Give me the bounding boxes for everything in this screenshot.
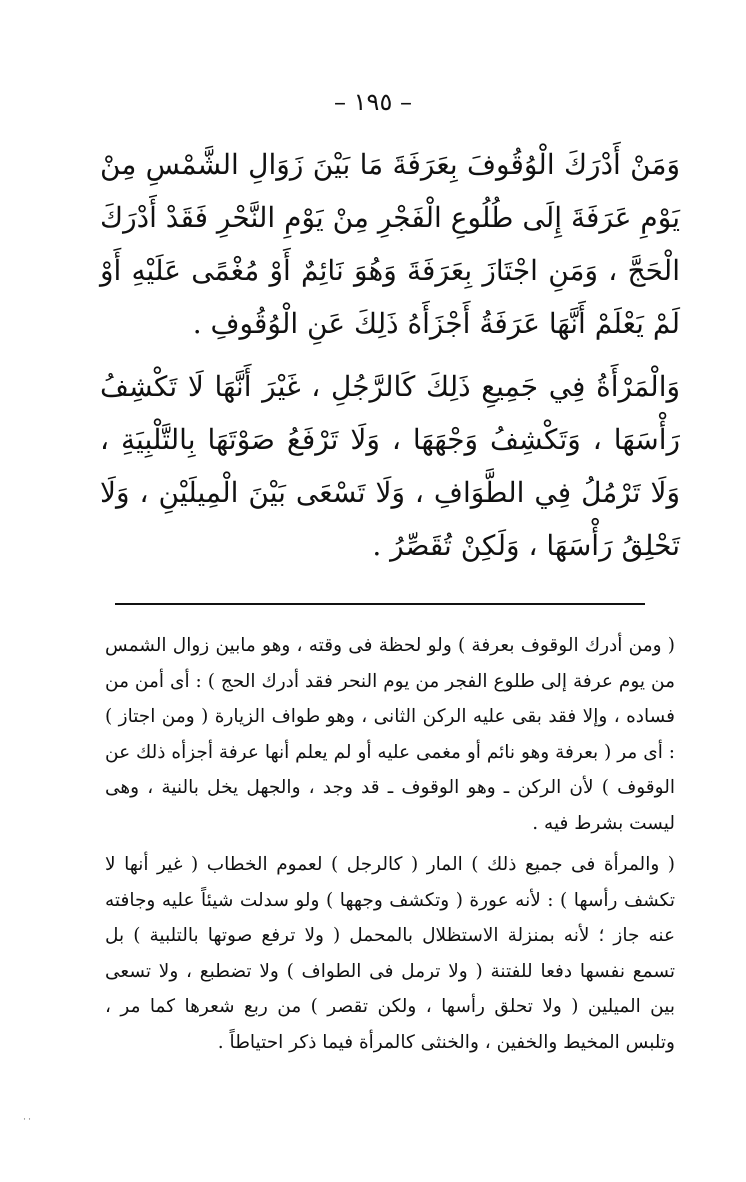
page-number: – ١٩٥ – [334,88,412,116]
main-paragraph: وَالْمَرْأَةُ فِي جَمِيعِ ذَلِكَ كَالرَّجُلِ ، غَيْرَ أَنَّهَا لَا تَكْشِفُ رَأْسَهَا ، وَتَكْشِفُ وَجْهَهَا ، وَلَا تَرْفَعُ صَوْتَهَا بِالتَّلْبِيَةِ ، وَلَا تَرْمُلُ فِي الطَّوَافِ ، وَلَا تَسْعَى بَيْنَ الْمِيلَيْنِ ، وَلَا تَحْلِقُ رَأْسَهَا ، وَلَكِنْ تُقَصِّرُ . [100,370,680,562]
main-paragraph: وَمَنْ أَدْرَكَ الْوُقُوفَ بِعَرَفَةَ مَا بَيْنَ زَوَالِ الشَّمْسِ مِنْ يَوْمِ عَرَفَةَ إِلَى طُلُوعِ الْفَجْرِ مِنْ يَوْمِ النَّحْرِ فَقَدْ أَدْرَكَ الْحَجَّ ، وَمَنِ اجْتَازَ بِعَرَفَةَ وَهُوَ نَائِمٌ أَوْ مُغْمًى عَلَيْهِ أَوْ لَمْ يَعْلَمْ أَنَّهَا عَرَفَةُ أَجْزَأَهُ ذَلِكَ عَنِ الْوُقُوفِ . [100,148,680,340]
margin-mark: ˙˙ [22,1118,32,1129]
main-text [100,138,680,582]
commentary-paragraph: ( والمرأة فى جميع ذلك ) المار ( كالرجل ) لعموم الخطاب ( غير أنها لا تكشف رأسها ) : لأنه عورة ( وتكشف وجهها ) ولو سدلت شيئاً عليه وجافته عنه جاز ؛ لأنه بمنزلة الاستظلال بالمحمل ( ولا ترفع صوتها بالتلبية ) بل تسمع نفسها دفعا للفتنة ( ولا ترمل فى الطواف ) ولا تضطبع ، ولا تسعى بين الميلين ( ولا تحلق رأسها ، ولكن تقصر ) من ربع شعرها كما مر ، وتلبس المخيط والخفين ، والخنثى كالمرأة فيما ذكر احتياطاً . [105,854,675,1053]
commentary-text [105,628,675,1066]
footnote-divider [115,603,645,605]
commentary-paragraph: ( ومن أدرك الوقوف بعرفة ) ولو لحظة فى وقته ، وهو مابين زوال الشمس من يوم عرفة إلى طلوع الفجر من يوم النحر فقد أدرك الحج ) : أى أمن من فساده ، وإلا فقد بقى عليه الركن الثانى ، وهو طواف الزيارة ( ومن اجتاز ) : أى مر ( بعرفة وهو نائم أو مغمى عليه أو لم يعلم أنها عرفة أجزأه ذلك عن الوقوف ) لأن الركن ـ وهو الوقوف ـ قد وجد ، والجهل يخل بالنية ، وهى ليست بشرط فيه . [105,635,675,834]
